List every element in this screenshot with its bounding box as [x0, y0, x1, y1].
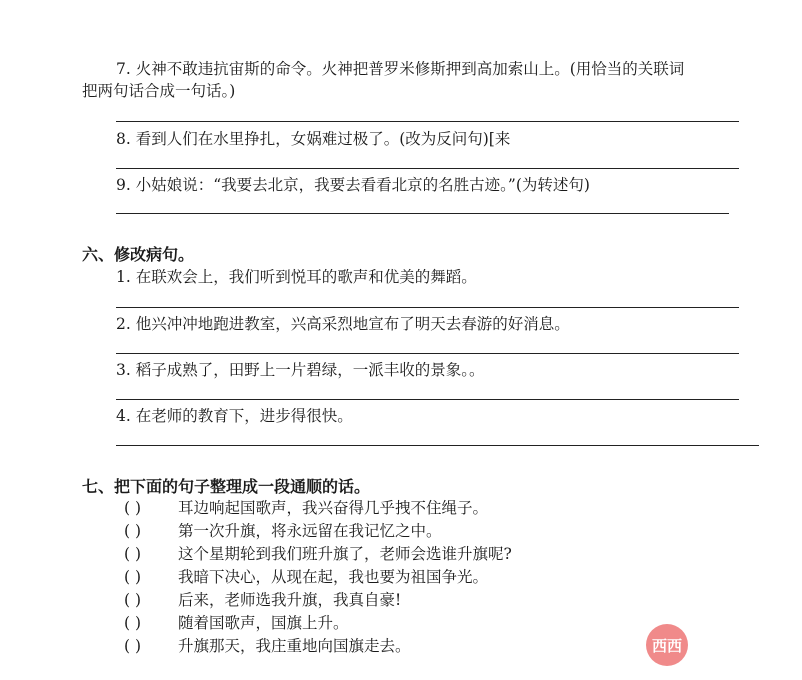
answer-line-correction-2[interactable] [116, 353, 739, 354]
answer-line-7[interactable] [116, 121, 739, 122]
question-7-line-2: 把两句话合成一句话。) [82, 82, 236, 100]
answer-line-9[interactable] [116, 213, 729, 214]
watermark-text: 西西 [651, 637, 683, 655]
ordering-sentence: 升旗那天，我庄重地向国旗走去。 [178, 637, 411, 655]
ordering-blank[interactable]: ( ) [124, 637, 142, 655]
ordering-item [124, 635, 411, 657]
question-9: 9. 小姑娘说：“我要去北京，我要去看看北京的名胜古迹。”(为转述句) [116, 176, 590, 194]
correction-item-4: 4. 在老师的教育下，进步得很快。 [116, 407, 353, 425]
ordering-item [124, 543, 512, 565]
ordering-item [124, 589, 401, 611]
ordering-sentence: 随着国歌声，国旗上升。 [178, 614, 349, 632]
ordering-item [124, 520, 442, 542]
ordering-blank[interactable]: ( ) [124, 499, 142, 517]
ordering-blank[interactable]: ( ) [124, 522, 142, 540]
question-7-line-1: 7. 火神不敢违抗宙斯的命令。火神把普罗米修斯押到高加索山上。(用恰当的关联词 [116, 60, 685, 78]
ordering-blank[interactable]: ( ) [124, 591, 142, 609]
ordering-sentence: 我暗下决心，从现在起，我也要为祖国争光。 [178, 568, 489, 586]
answer-line-correction-4[interactable] [116, 445, 759, 446]
ordering-sentence: 这个星期轮到我们班升旗了，老师会选谁升旗呢? [178, 545, 512, 563]
section-7-heading: 七、把下面的句子整理成一段通顺的话。 [82, 477, 371, 496]
correction-item-2: 2. 他兴冲冲地跑进教室，兴高采烈地宣布了明天去春游的好消息。 [116, 315, 570, 333]
question-8: 8. 看到人们在水里挣扎，女娲难过极了。(改为反问句)[来 [116, 130, 511, 148]
answer-line-correction-1[interactable] [116, 307, 739, 308]
ordering-item [124, 566, 488, 588]
answer-line-8[interactable] [116, 168, 739, 169]
section-6-heading: 六、修改病句。 [82, 245, 195, 264]
ordering-item [124, 497, 488, 519]
ordering-sentence: 耳边响起国歌声，我兴奋得几乎拽不住绳子。 [178, 499, 489, 517]
ordering-sentence: 后来，老师选我升旗，我真自豪! [178, 591, 402, 609]
answer-line-correction-3[interactable] [116, 399, 739, 400]
ordering-blank[interactable]: ( ) [124, 545, 142, 563]
correction-item-1: 1. 在联欢会上，我们听到悦耳的歌声和优美的舞蹈。 [116, 268, 477, 286]
ordering-item [124, 612, 349, 634]
watermark-logo-icon [645, 623, 689, 667]
correction-item-3: 3. 稻子成熟了，田野上一片碧绿，一派丰收的景象。。 [116, 361, 485, 379]
ordering-blank[interactable]: ( ) [124, 614, 142, 632]
ordering-blank[interactable]: ( ) [124, 568, 142, 586]
ordering-sentence: 第一次升旗，将永远留在我记忆之中。 [178, 522, 442, 540]
